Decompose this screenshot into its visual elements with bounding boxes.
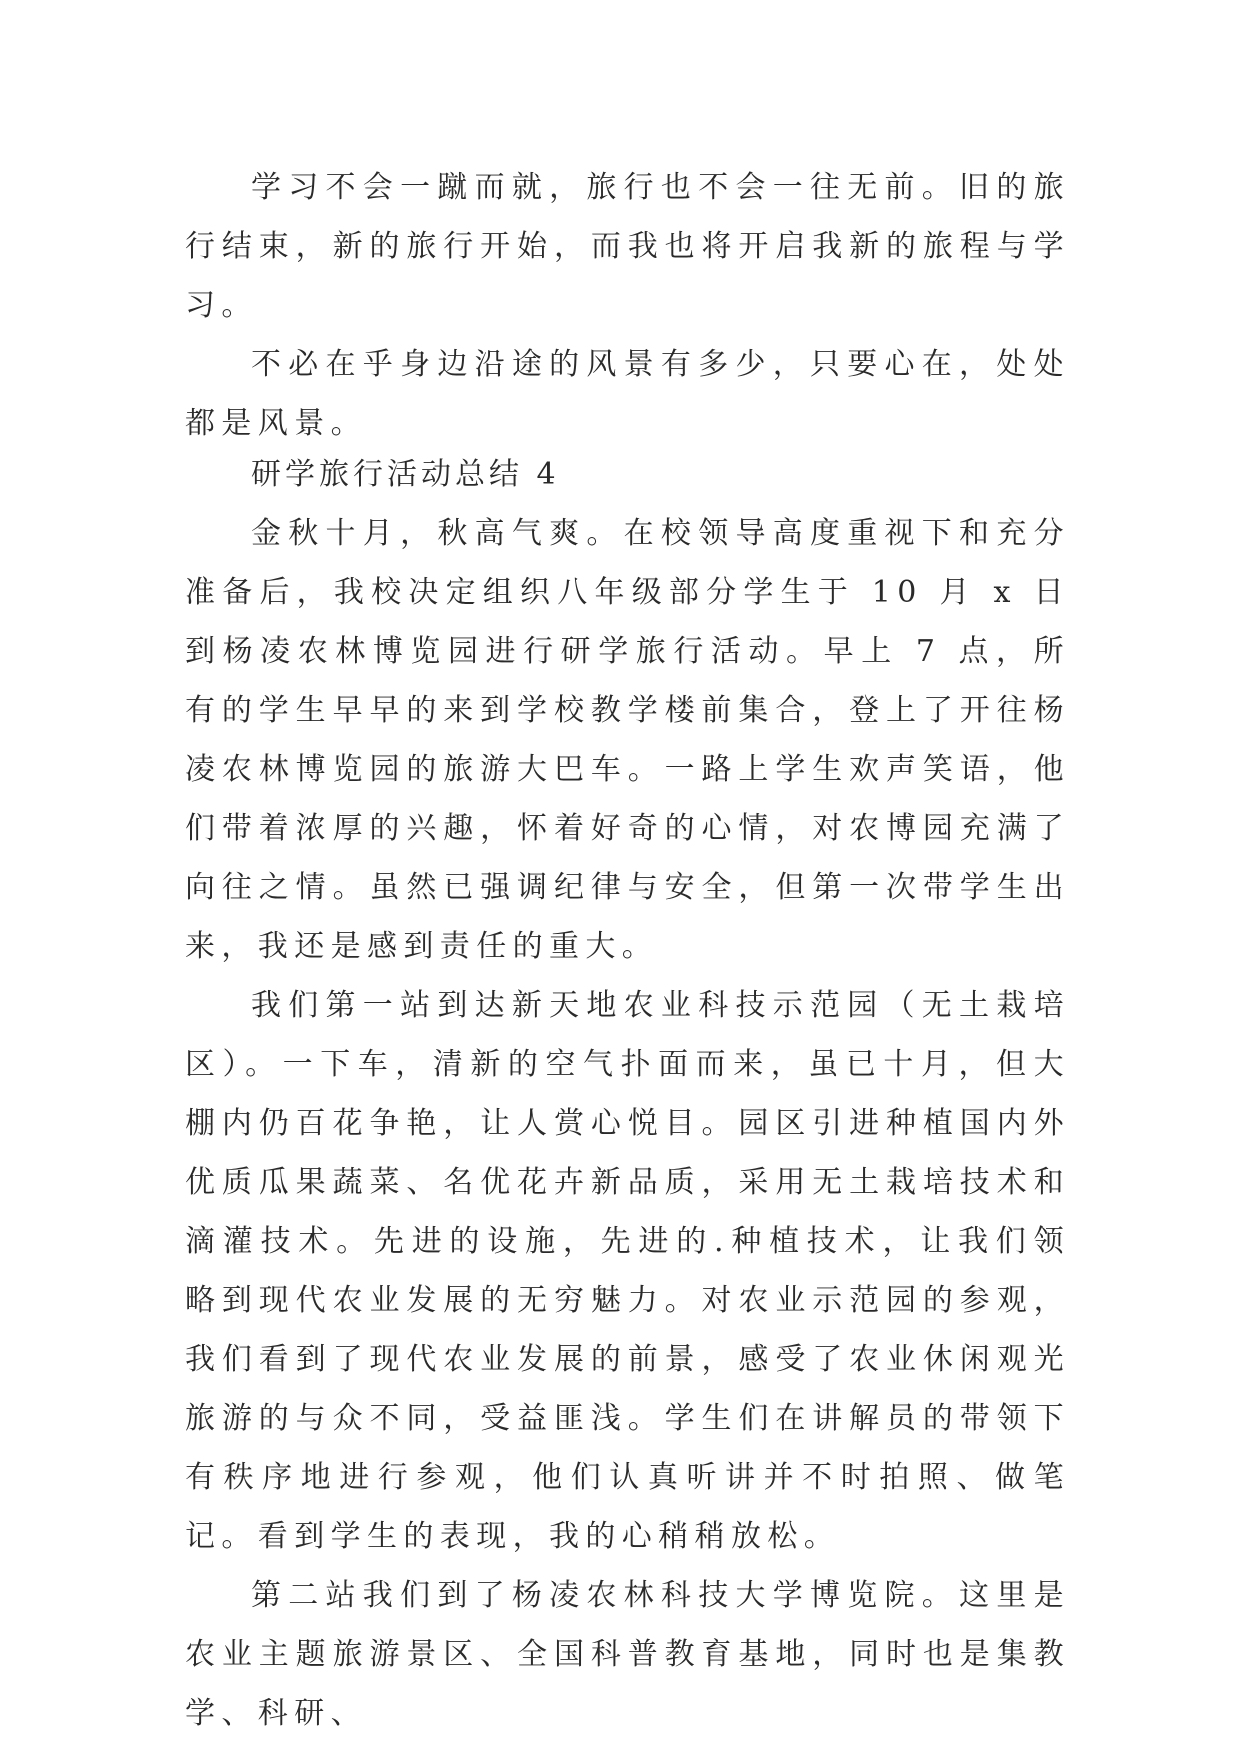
paragraph: 金秋十月，秋高气爽。在校领导高度重视下和充分准备后，我校决定组织八年级部分学生于 10 月 x 日到杨凌农林博览园进行研学旅行活动。早上 7 点，所有的学生早早的来到学校教学楼前集合，登上了开往杨凌农林博览园的旅游大巴车。一路上学生欢声笑语，他们带着浓厚的兴趣，怀着好奇的心情，对农博园充满了向往之情。虽然已强调纪律与安全，但第一次带学生出来，我还是感到责任的重大。 — [185, 516, 1070, 964]
paragraph: 我们第一站到达新天地农业科技示范园（无土栽培区）。一下车，清新的空气扑面而来，虽已十月，但大棚内仍百花争艳，让人赏心悦目。园区引进种植国内外优质瓜果蔬菜、名优花卉新品质，采用无土栽培技术和滴灌技术。先进的设施，先进的.种植技术，让我们领略到现代农业发展的无穷魅力。对农业示范园的参观，我们看到了现代农业发展的前景，感受了农业休闲观光旅游的与众不同，受益匪浅。学生们在讲解员的带领下有秩序地进行参观，他们认真听讲并不时拍照、做笔记。看到学生的表现，我的心稍稍放松。 — [185, 988, 1070, 1554]
section-heading: 研学旅行活动总结 4 — [251, 457, 560, 492]
paragraph: 不必在乎身边沿途的风景有多少，只要心在，处处都是风景。 — [185, 347, 1070, 441]
document-section — [185, 445, 1070, 1743]
paragraph: 学习不会一蹴而就，旅行也不会一往无前。旧的旅行结束，新的旅行开始，而我也将开启我新的旅程与学习。 — [185, 170, 1070, 323]
paragraph: 第二站我们到了杨凌农林科技大学博览院。这里是农业主题旅游景区、全国科普教育基地，同时也是集教学、科研、 — [185, 1578, 1070, 1731]
document-body-top — [185, 158, 1070, 453]
